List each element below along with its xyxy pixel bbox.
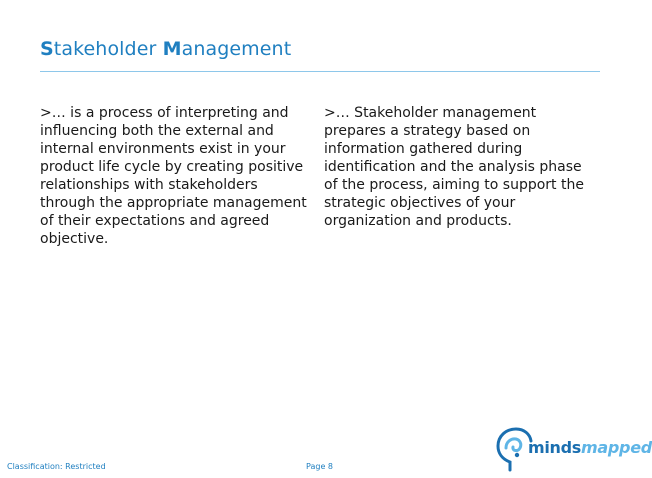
title-initial-s: S	[40, 38, 54, 60]
classification-label: Classification: Restricted	[7, 462, 106, 471]
title-initial-m: M	[162, 38, 182, 60]
left-paragraph: >… is a process of interpreting and influencing both the external and internal environments exist in your product life cycle by creating positive relationships with stakeholders through the appropriate management of their expectations and agreed objective.	[40, 105, 307, 247]
logo-text-mapped: mapped	[581, 438, 652, 457]
logo-wordmark	[528, 438, 652, 457]
right-paragraph: >… Stakeholder management prepares a strategy based on information gathered during identification and the analysis phase of the process, aiming to support the strategic objectives of your organization and products.	[324, 105, 584, 229]
logo-text-minds: minds	[528, 438, 582, 457]
right-column	[324, 104, 614, 230]
title-part-takeholder: takeholder	[53, 38, 163, 60]
mindsmapped-logo	[494, 426, 652, 474]
slide-title	[40, 38, 291, 60]
page-number: Page 8	[306, 462, 333, 471]
left-column	[40, 104, 315, 248]
title-divider	[40, 71, 600, 72]
title-part-anagement: anagement	[181, 38, 292, 60]
